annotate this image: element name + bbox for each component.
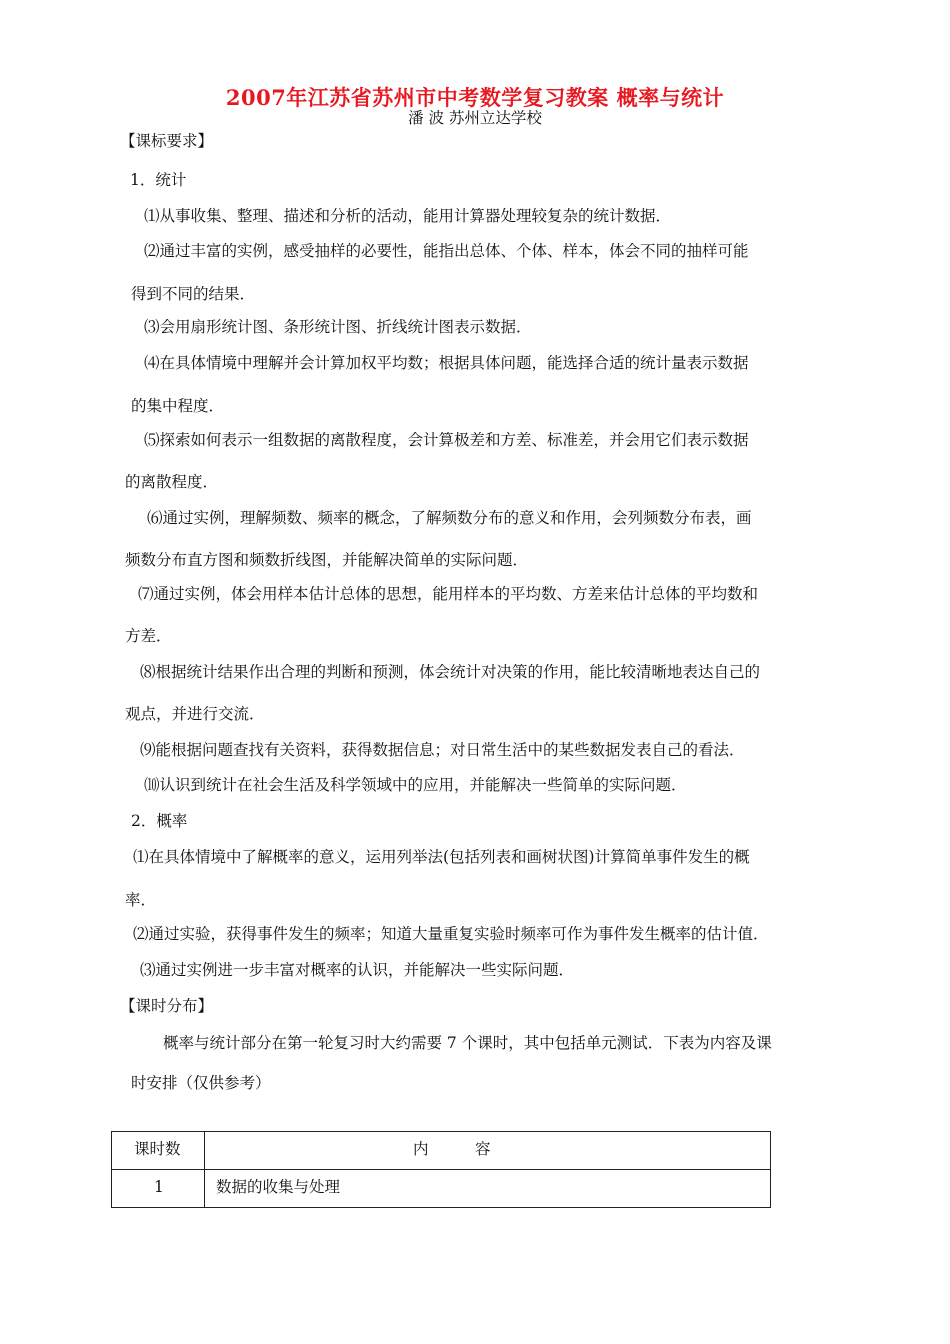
table-row (112, 1169, 770, 1207)
stats-item: ⑶会用扇形统计图、条形统计图、折线统计图表示数据． (144, 318, 532, 336)
schedule-paragraph-continued: 时安排（仅供参考） (131, 1074, 271, 1092)
table-header-periods: 课时数 (134, 1140, 181, 1158)
stats-item-continued: 的集中程度． (131, 397, 225, 415)
stats-item: ⑸探索如何表示一组数据的离散程度，会计算极差和方差、标准差，并会用它们表示数据 (144, 431, 749, 449)
stats-item: ⑹通过实例，理解频数、频率的概念，了解频数分布的意义和作用，会列频数分布表，画 (147, 509, 752, 527)
statistics-heading: 1．统计 (130, 171, 187, 189)
table-cell-periods: 1 (154, 1178, 164, 1196)
table-header-content: 内 容 (413, 1140, 491, 1158)
stats-item-continued: 得到不同的结果． (131, 285, 256, 303)
stats-item-continued: 频数分布直方图和频数折线图，并能解决简单的实际问题． (125, 551, 529, 569)
schedule-paragraph: 概率与统计部分在第一轮复习时大约需要 7 个课时，其中包括单元测试．下表为内容及课 (163, 1034, 772, 1052)
stats-item-continued: 方差． (125, 627, 172, 645)
stats-item: ⑵通过丰富的实例，感受抽样的必要性，能指出总体、个体、样本，体会不同的抽样可能 (144, 242, 749, 260)
stats-item-continued: 的离散程度． (125, 473, 219, 491)
stats-item: ⑴从事收集、整理、描述和分析的活动，能用计算器处理较复杂的统计数据． (144, 207, 672, 225)
prob-item-continued: 率． (125, 891, 157, 909)
prob-item: ⑴在具体情境中了解概率的意义，运用列举法(包括列表和画树状图)计算简单事件发生的概 (133, 848, 750, 866)
stats-item: ⑺通过实例，体会用样本估计总体的思想，能用样本的平均数、方差来估计总体的平均数和 (138, 585, 759, 603)
stats-item-continued: 观点，并进行交流． (125, 705, 265, 723)
standards-heading: 【课标要求】 (120, 132, 214, 150)
author-line: 潘 波 苏州立达学校 (408, 109, 542, 127)
stats-item: ⑻根据统计结果作出合理的判断和预测，体会统计对决策的作用，能比较清晰地表达自己的 (140, 663, 761, 681)
table-header-row (112, 1132, 770, 1170)
stats-item: ⑽认识到统计在社会生活及科学领域中的应用，并能解决一些简单的实际问题． (144, 776, 687, 794)
stats-item: ⑼能根据问题查找有关资料，获得数据信息；对日常生活中的某些数据发表自己的看法． (140, 741, 745, 759)
prob-item: ⑵通过实验，获得事件发生的频率；知道大量重复实验时频率可作为事件发生概率的估计值． (133, 925, 769, 943)
schedule-table (111, 1131, 771, 1208)
probability-heading: 2．概率 (131, 812, 188, 830)
schedule-heading: 【课时分布】 (120, 997, 214, 1015)
table-cell-content: 数据的收集与处理 (216, 1178, 341, 1196)
document-title: 2007年江苏省苏州市中考数学复习教案 概率与统计 (225, 85, 725, 110)
stats-item: ⑷在具体情境中理解并会计算加权平均数；根据具体问题，能选择合适的统计量表示数据 (144, 354, 749, 372)
prob-item: ⑶通过实例进一步丰富对概率的认识，并能解决一些实际问题． (140, 961, 575, 979)
